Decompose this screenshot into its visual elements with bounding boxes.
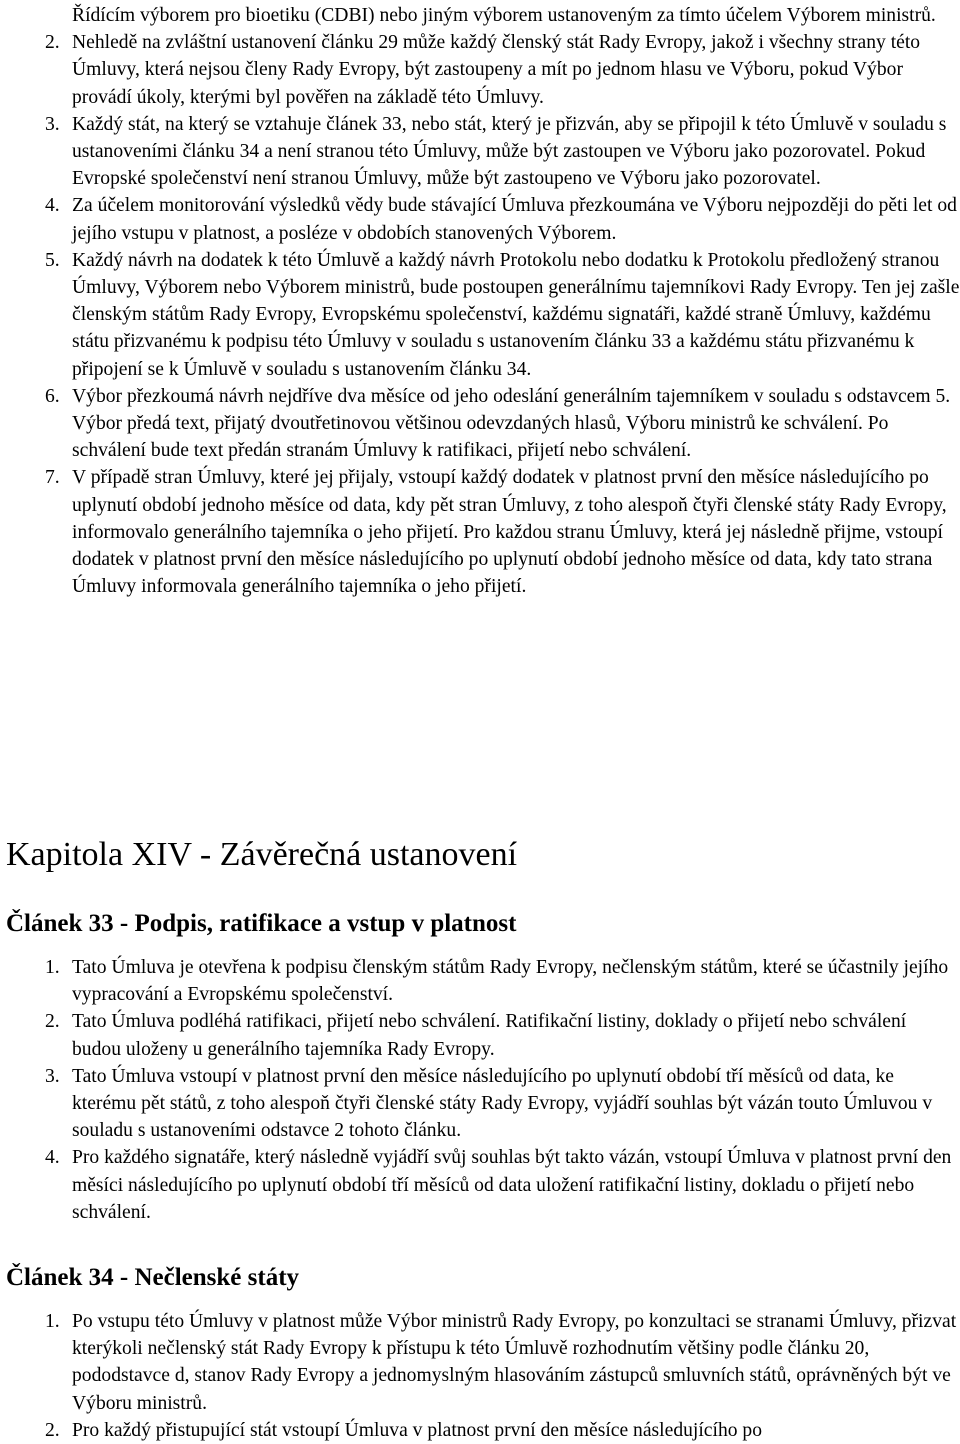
item-text: Každý stát, na který se vztahuje článek 33, nebo stát, který je přizván, aby se připojil k této Úmluvě v souladu s ustanoveními článku 34 a není stranou této Úmluvy, může být zastoupen ve Výboru jako pozorovatel. Pokud Evropské společenství není stranou Úmluvy, může být zastoupeno ve Výboru jako pozorovatel.	[72, 113, 947, 190]
item-text: Tato Úmluva vstoupí v platnost první den měsíce následujícího po uplynutí období tří měsíců od data, ke kterému pět států, z toho alespoň čtyři členské státy Rady Evropy, vyjádří souhlas být vázán touto Úmluvou v souladu s ustanoveními odstavce 2 tohoto článku.	[72, 1065, 933, 1142]
article-33-list	[0, 954, 960, 1226]
item-number: 4.	[45, 195, 60, 217]
list-item-continuation	[0, 2, 960, 29]
item-number: 3.	[45, 1065, 60, 1087]
item-number: 3.	[45, 113, 60, 135]
item-number: 1.	[45, 1311, 60, 1332]
list-item-4	[0, 1144, 960, 1226]
list-item-5	[0, 247, 960, 383]
item-text: Pro každého signatáře, který následně vyjádří svůj souhlas být takto vázán, vstoupí Úmluva v platnost první den měsíci následujícího po uplynutí období tří měsíců od data uložení ratifikační listiny, dokladu o přijetí nebo schválení.	[72, 1147, 952, 1223]
list-item-4	[0, 192, 960, 246]
item-number: 4.	[45, 1147, 60, 1169]
article-34-heading: Článek 34 - Nečlenské státy	[6, 1264, 300, 1291]
item-text: V případě stran Úmluvy, které jej přijaly, vstoupí každý dodatek v platnost první den měsíce následujícího po uplynutí období jednoho měsíce od data, kdy pět stran Úmluvy, z toho alespoň čtyři členské státy Rady Evropy, informovalo generálního tajemníka o jeho přijetí. Pro každou stranu Úmluvy, která jej následně přijme, vstoupí dodatek v platnost první den měsíce následujícího po uplynutí období jednoho měsíce od data, kdy tato strana Úmluvy informovala generálního tajemníka o jeho přijetí.	[72, 467, 947, 598]
item-text: Za účelem monitorování výsledků vědy bude stávající Úmluva přezkoumána ve Výboru nejpozději do pěti let od jejího vstupu v platnost, a posléze v obdobích stanovených Výborem.	[72, 195, 957, 244]
list-item-2	[0, 1008, 960, 1062]
item-text: Tato Úmluva podléhá ratifikaci, přijetí nebo schválení. Ratifikační listiny, doklady o přijetí nebo schválení budou uloženy u generálního tajemníka Rady Evropy.	[72, 1011, 907, 1060]
item-text: Tato Úmluva je otevřena k podpisu členským státům Rady Evropy, nečlenským státům, které se účastnily jejího vypracování a Evropskému společenství.	[72, 957, 949, 1006]
item-text: Po vstupu této Úmluvy v platnost může Výbor ministrů Rady Evropy, po konzultaci se stranami Úmluvy, přizvat kterýkoli nečlenský stát Rady Evropy k přístupu k této Úmluvě rozhodnutím většiny podle článku 20, pododstavce d, stanov Rady Evropy a jednomyslným hlasováním zástupců smluvních států, oprávněných být ve Výboru ministrů.	[72, 1311, 957, 1414]
item-number: 2.	[45, 1011, 60, 1033]
item-number: 7.	[45, 467, 60, 489]
chapter-heading: Kapitola XIV - Závěrečná ustanovení	[6, 836, 518, 873]
article-32-list	[0, 2, 960, 600]
article-33-heading: Článek 33 - Podpis, ratifikace a vstup v platnost	[6, 910, 517, 937]
list-item-1	[0, 954, 960, 1008]
item-text: Nehledě na zvláštní ustanovení článku 29 může každý členský stát Rady Evropy, jakož i všechny strany této Úmluvy, která nejsou členy Rady Evropy, být zastoupeny a mít po jednom hlasu ve Výboru, pokud Výbor provádí úkoly, kterými byl pověřen na základě této Úmluvy.	[72, 32, 921, 108]
list-item-6	[0, 383, 960, 465]
item-text: Řídícím výborem pro bioetiku (CDBI) nebo jiným výborem ustanoveným za tímto účelem Výborem ministrů.	[72, 5, 936, 26]
item-number: 5.	[45, 249, 60, 271]
item-number: 2.	[45, 32, 60, 54]
item-number: 1.	[45, 957, 60, 978]
list-item-1	[0, 1308, 960, 1417]
item-text: Každý návrh na dodatek k této Úmluvě a každý návrh Protokolu nebo dodatku k Protokolu předložený stranou Úmluvy, Výborem nebo Výborem ministrů, bude postoupen generálnímu tajemníkovi Rady Evropy. Ten jej zašle členským státům Rady Evropy, Evropskému společenství, každému signatáři, každé straně Úmluvy, každému státu přizvanému k podpisu této Úmluvy v souladu s ustanovením článku 33 a každému státu přizvanému k připojení se k Úmluvě v souladu s ustanovením článku 34.	[72, 249, 960, 380]
list-item-2	[0, 1417, 960, 1444]
item-text: Výbor přezkoumá návrh nejdříve dva měsíce od jeho odeslání generálním tajemníkem v souladu s odstavcem 5. Výbor předá text, přijatý dvoutřetinovou většinou odevzdaných hlasů, Výboru ministrů ke schválení. Po schválení bude text předán stranám Úmluvy k ratifikaci, přijetí nebo schválení.	[72, 385, 951, 462]
item-number: 2.	[45, 1419, 60, 1441]
item-text: Pro každý přistupující stát vstoupí Úmluva v platnost první den měsíce následujícího po	[72, 1419, 763, 1441]
list-item-2	[0, 29, 960, 111]
list-item-3	[0, 1063, 960, 1145]
list-item-3	[0, 111, 960, 193]
item-number: 6.	[45, 385, 60, 407]
article-34-list	[0, 1308, 960, 1444]
list-item-7	[0, 464, 960, 600]
